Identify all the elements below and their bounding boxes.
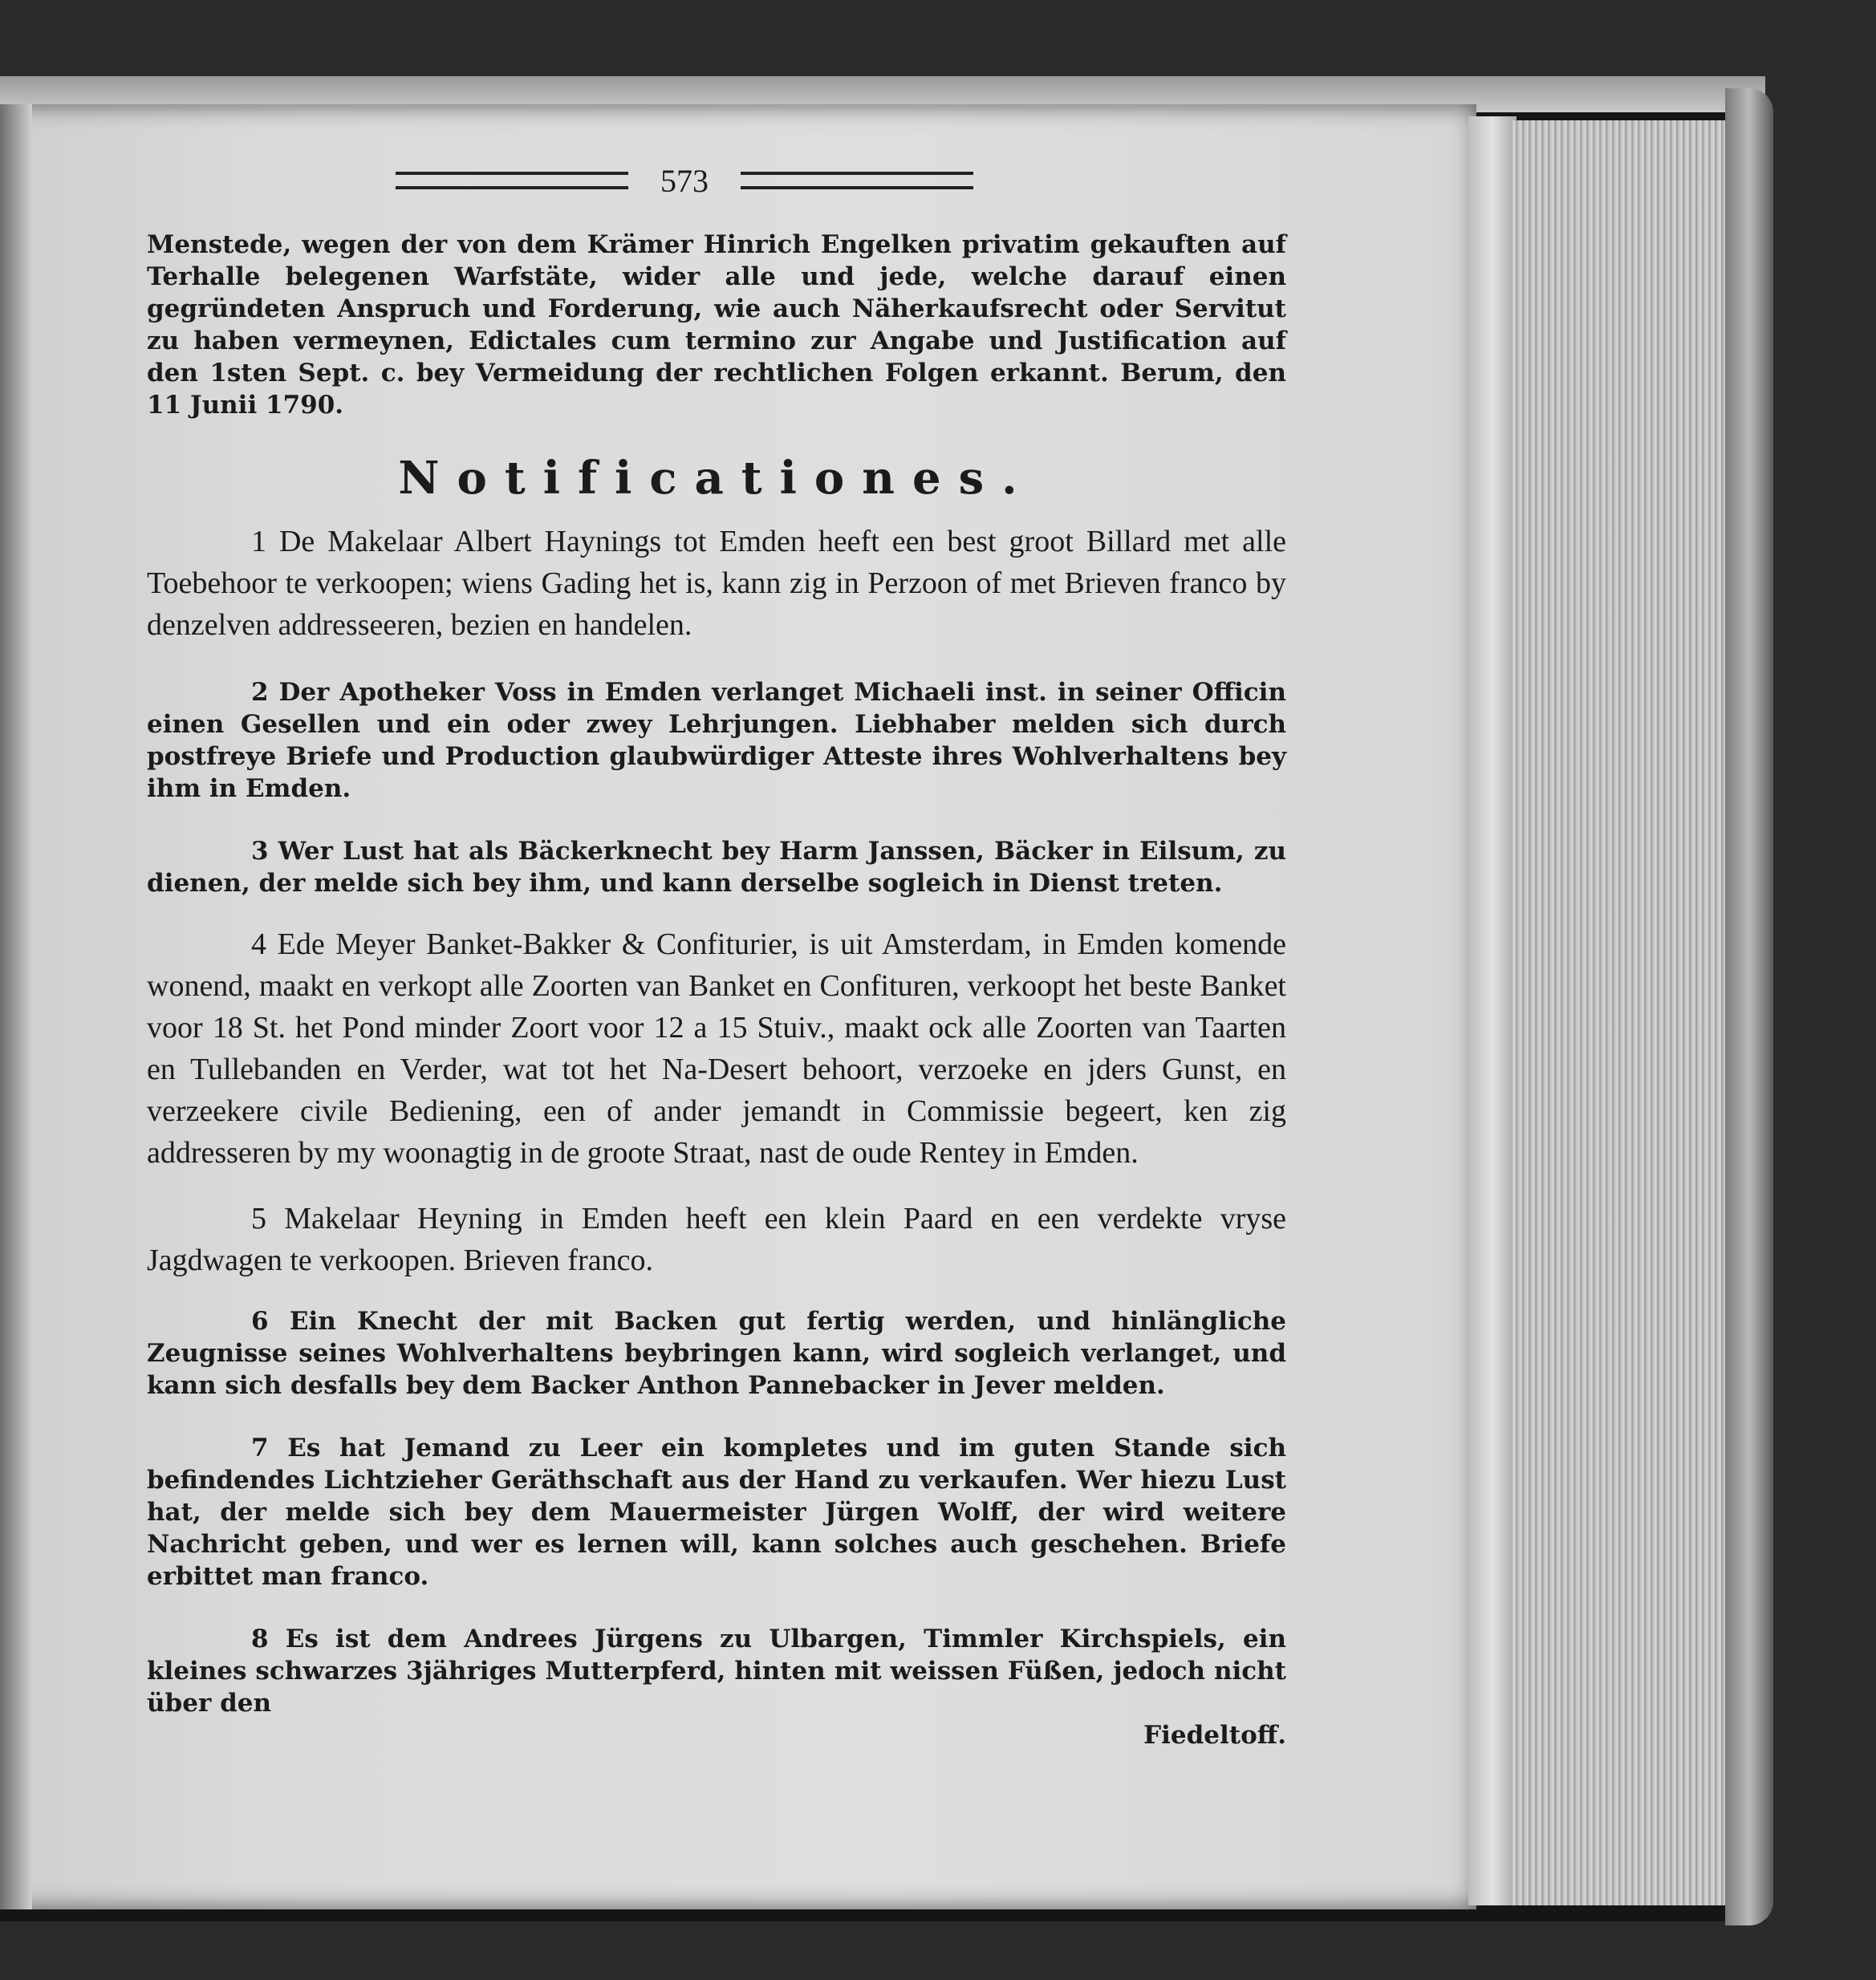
page-number: 573 — [660, 162, 709, 199]
page-gutter — [0, 104, 32, 1909]
notice-8: 8 Es ist dem Andrees Jürgens zu Ulbargen, Timmler Kirchspiels, ein kleines schwarzes 3jähriges Mutterpferd, hinten mit weissen Füßen, jedoch nicht über den — [147, 1625, 1286, 1718]
book-cover-right-edge — [1725, 88, 1773, 1925]
page-content — [147, 156, 1286, 1751]
page-right-edge — [1468, 116, 1517, 1905]
notice-4: 4 Ede Meyer Banket-Bakker & Confiturier, is uit Amsterdam, in Emden komende wonend, maakt en verkopt alle Zoorten van Banket en Confituren, verkoopt het beste Banket voor 18 St. het Pond minder Zoort voor 12 a 15 Stuiv., maakt ock alle Zoorten van Taarten en Tullebanden en Verder, wat tot het Na-Desert behoort, verzoeke en jders Gunst, en verzeekere civile Bediening, een of ander jemandt in Commissie begeert, ken zig addresseren by my woonagtig in de groote Straat, nast de oude Rentey in Emden. — [147, 927, 1286, 1170]
book-fore-edge — [1513, 120, 1737, 1905]
page-header — [211, 156, 1158, 205]
notice-7: 7 Es hat Jemand zu Leer ein kompletes und im guten Stande sich befindendes Lichtzieher Geräthschaft aus der Hand zu verkaufen. Wer hiezu Lust hat, der melde sich bey dem Mauermeister Jürgen Wolff, der wird weitere Nachricht geben, und wer es lernen will, kann solches auch geschehen. Briefe erbittet man franco. — [147, 1434, 1286, 1591]
intro-paragraph: Menstede, wegen der von dem Krämer Hinrich Engelken privatim gekauften auf Terhalle belegenen Warfstäte, wider alle und jede, welche darauf einen gegründeten Anspruch und Forderung, wie auch Näherkaufsrecht oder Servitut zu haben vermeynen, Edictales cum termino zur Angabe und Justification auf den 1sten Sept. c. bey Vermeidung der rechtlichen Folgen erkannt. Berum, den 11 Junii 1790. — [147, 230, 1286, 420]
section-heading: Notificationes. — [398, 452, 1035, 505]
notice-3: 3 Wer Lust hat als Bäckerknecht bey Harm Janssen, Bäcker in Eilsum, zu dienen, der melde sich bey ihm, und kann derselbe sogleich in Dienst treten. — [147, 837, 1286, 898]
notice-1: 1 De Makelaar Albert Haynings tot Emden heeft een best groot Billard met alle Toebehoor te verkoopen; wiens Gading het is, kann zig in Perzoon of met Brieven franco by denzelven addresseeren, bezien en handelen. — [147, 525, 1286, 642]
catchword: Fiedeltoff. — [1143, 1721, 1286, 1750]
notice-2: 2 Der Apotheker Voss in Emden verlanget Michaeli inst. in seiner Officin einen Gesellen und ein oder zwey Lehrjungen. Liebhaber melden sich durch postfreye Briefe und Production glaubwürdiger Atteste ihres Wohlverhaltens bey ihm in Emden. — [147, 678, 1286, 803]
header-rule-right — [741, 172, 973, 189]
notice-6: 6 Ein Knecht der mit Backen gut fertig werden, und hinlängliche Zeugnisse seines Wohlverhaltens beybringen kann, wird sogleich verlanget, und kann sich desfalls bey dem Backer Anthon Pannebacker in Jever melden. — [147, 1307, 1286, 1400]
notice-5: 5 Makelaar Heyning in Emden heeft een klein Paard en een verdekte vryse Jagdwagen te verkoopen. Brieven franco. — [147, 1202, 1286, 1277]
header-rule-left — [396, 172, 628, 189]
